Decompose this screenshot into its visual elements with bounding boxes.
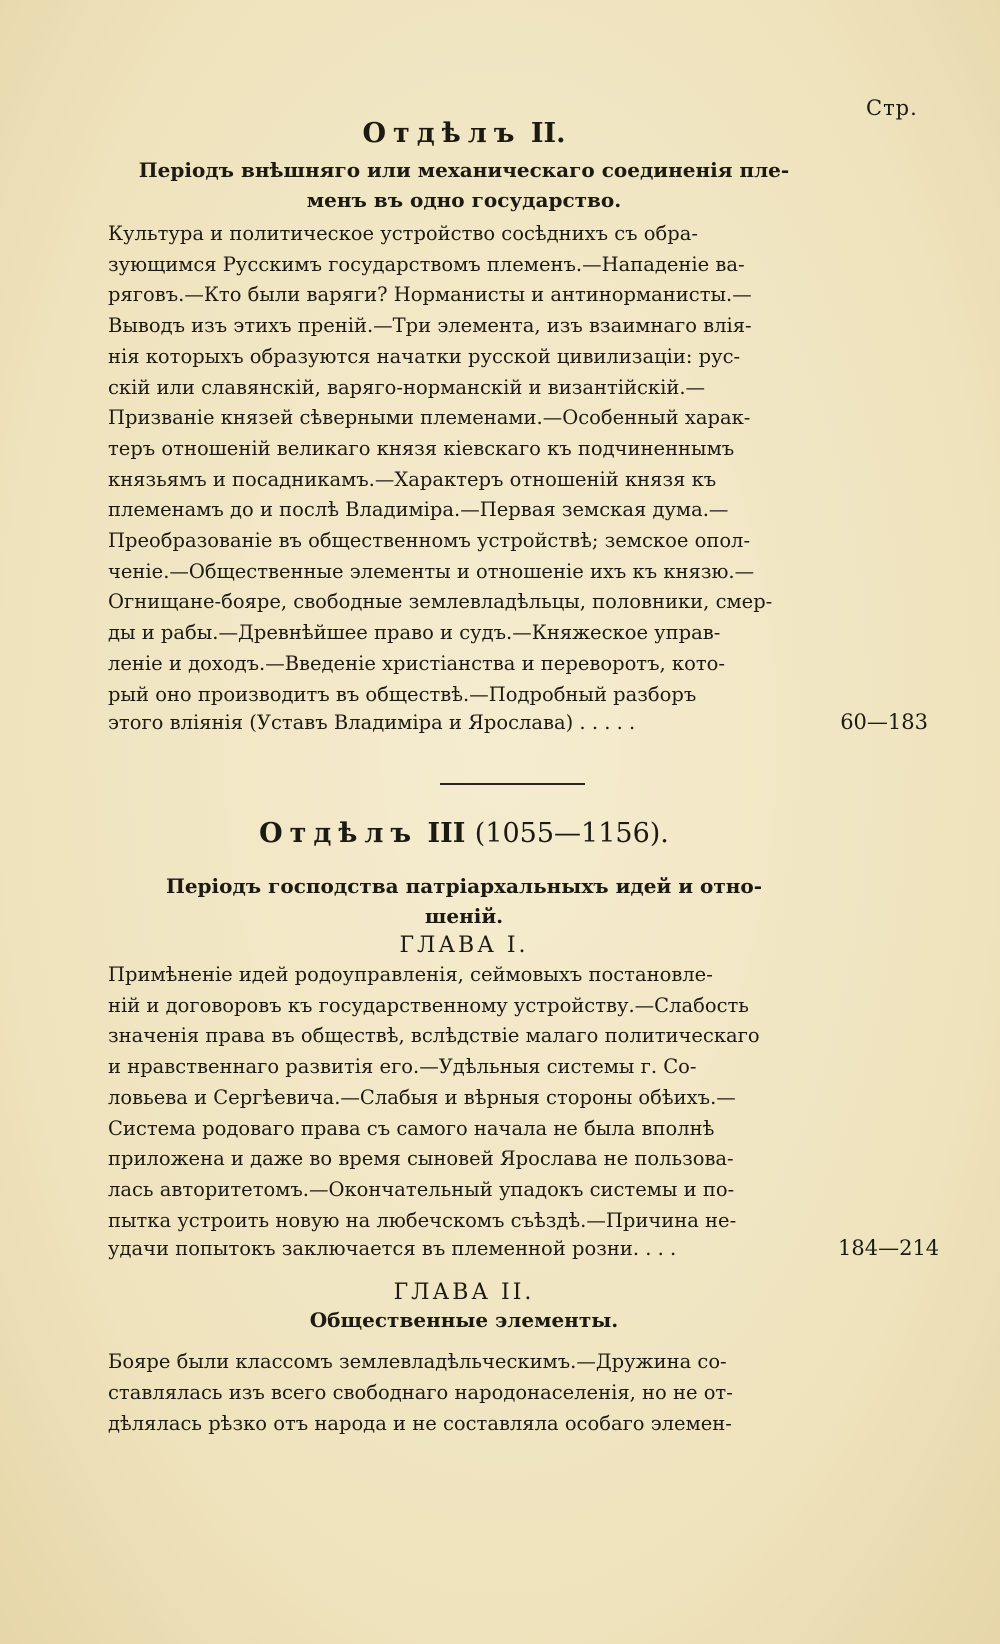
section-2-subtitle-line-1: Періодъ внѣшняго или механическаго соединенія пле- bbox=[138, 158, 790, 182]
section-2 bbox=[108, 118, 928, 735]
chapter-2-subtitle: Общественные элементы. bbox=[309, 1308, 619, 1333]
chapter-1-last-line: удачи попытокъ заключается въ племенной розни. . . . bbox=[108, 1237, 677, 1261]
section-3-subtitle bbox=[108, 871, 820, 931]
page-column-label: Стр. bbox=[866, 96, 918, 120]
section-3 bbox=[108, 818, 940, 1439]
chapter-1-page-range: 184—214 bbox=[838, 1236, 940, 1261]
section-2-last-line: этого вліянія (Уставъ Владиміра и Ярослава) . . . . . bbox=[108, 711, 636, 735]
section-3-title bbox=[108, 818, 820, 849]
chapter-2-label: ГЛАВА II. bbox=[393, 1280, 535, 1306]
section-2-title-word: Отдѣлъ bbox=[362, 118, 522, 149]
section-3-title-number: III bbox=[427, 818, 466, 849]
section-3-title-years: (1055—1156). bbox=[474, 818, 669, 849]
section-3-title-word: Отдѣлъ bbox=[259, 818, 419, 849]
section-divider bbox=[440, 783, 585, 785]
section-3-subtitle-line-2: шеній. bbox=[424, 904, 504, 928]
section-3-subtitle-line-1: Періодъ господства патріархальныхъ идей и отно- bbox=[165, 874, 763, 898]
section-2-title bbox=[108, 118, 820, 149]
section-2-subtitle bbox=[108, 155, 820, 215]
section-2-title-number: II. bbox=[530, 118, 566, 149]
chapter-1-last-line-row bbox=[108, 1236, 940, 1261]
chapter-2-body: Бояре были классомъ землевладѣльческимъ.—Дружина со- ставлялась изъ всего свободнаго народонаселенія, но не от- дѣлялась рѣзко отъ народа и не составляла особаго элемен- bbox=[108, 1350, 733, 1435]
chapter-1-label: ГЛАВА I. bbox=[399, 933, 529, 958]
chapter-1-body: Примѣненіе идей родоуправленія, сеймовыхъ постановле- ній и договоровъ къ государственному устройству.—Слабость значенія права въ обществѣ, вслѣдствіе малаго политическаго и нравственнаго развитія его.—Удѣльныя системы г. Со- ловьева и Сергѣевича.—Слабыя и вѣрныя стороны обѣихъ.— Система родоваго права съ самого начала не была вполнѣ приложена и даже во время сыновей Ярослава не пользова- лась авторитетомъ.—Окончательный упадокъ системы и по- пытка устроить новую на любечскомъ съѣздѣ.—Причина не- bbox=[108, 963, 760, 1232]
section-2-page-range: 60—183 bbox=[840, 710, 928, 735]
section-2-last-line-row bbox=[108, 710, 928, 734]
section-2-subtitle-line-2: менъ въ одно государство. bbox=[306, 188, 622, 212]
section-2-body: Культура и политическое устройство сосѣднихъ съ обра- зующимся Русскимъ государствомъ племенъ.—Нападеніе ва- ряговъ.—Кто были варяги? Норманисты и антинорманисты.— Выводъ изъ этихъ преній.—Три элемента, изъ взаимнаго влія- нія которыхъ образуются начатки русской цивилизаціи: рус- скій или славянскій, варяго-норманскій и византійскій.— Призваніе князей сѣверными племенами.—Особенный харак- теръ отношеній великаго князя кіевскаго къ подчиненнымъ князьямъ и посадникамъ.—Характеръ отношеній князя къ племенамъ до и послѣ Владиміра.—Первая земская дума.— Преобразованіе въ общественномъ устройствѣ; земское опол- ченіе.—Общественные элементы и отношеніе ихъ къ князю.— Огнищане-бояре, свободные землевладѣльцы, половники, смер- ды и рабы.—Древнѣйшее право и судъ.—Княжеское управ- леніе и доходъ.—Введеніе христіанства и переворотъ, кото- рый оно производитъ въ обществѣ.—Подробный разборъ bbox=[108, 222, 773, 706]
